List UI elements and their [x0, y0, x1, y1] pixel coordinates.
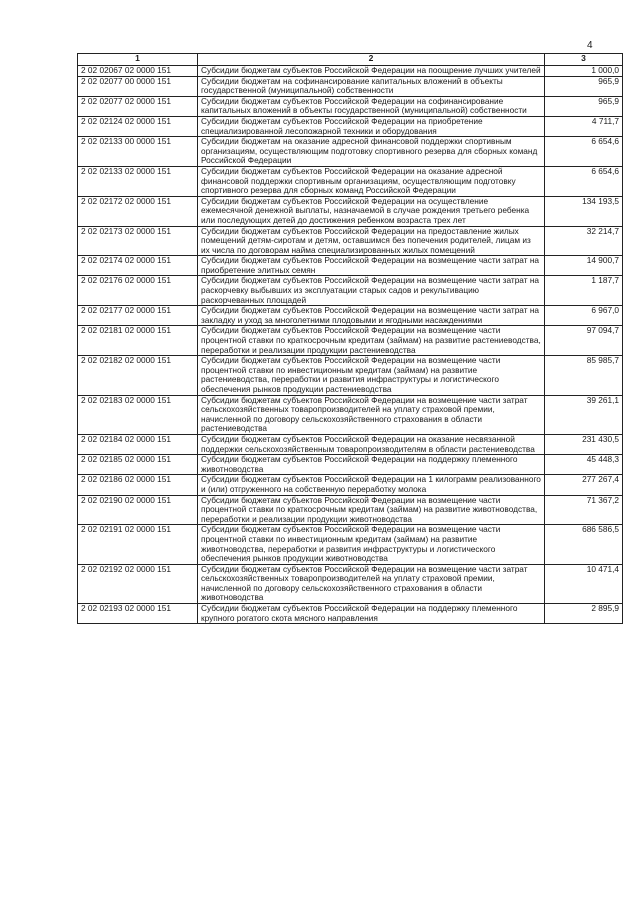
row-amount: 277 267,4	[545, 475, 623, 495]
row-description: Субсидии бюджетам субъектов Российской Федерации на возмещение части затрат на раскорчевку выбывших из эксплуатации старых садов и рекультивацию раскорчеванных площадей	[198, 276, 545, 306]
table-row	[78, 137, 623, 167]
row-amount: 6 654,6	[545, 166, 623, 196]
row-description: Субсидии бюджетам субъектов Российской Федерации на осуществление ежемесячной денежной выплаты, назначаемой в случае рождения третьего ребенка или последующих детей до достижения ребенком возраста трех лет	[198, 196, 545, 226]
row-amount: 10 471,4	[545, 564, 623, 603]
row-description: Субсидии бюджетам субъектов Российской Федерации на возмещение части затрат сельскохозяйственных товаропроизводителей на уплату страховой премии, начисленной по договору сельскохозяйственного страхования в области растениеводства	[198, 395, 545, 434]
table-row	[78, 166, 623, 196]
row-code: 2 02 02184 02 0000 151	[78, 434, 198, 454]
table-row	[78, 564, 623, 603]
table-row	[78, 226, 623, 256]
row-code: 2 02 02186 02 0000 151	[78, 475, 198, 495]
table-row	[78, 66, 623, 77]
row-amount: 32 214,7	[545, 226, 623, 256]
row-amount: 14 900,7	[545, 256, 623, 276]
row-code: 2 02 02193 02 0000 151	[78, 604, 198, 624]
row-amount: 134 193,5	[545, 196, 623, 226]
budget-revenue-table	[77, 53, 623, 624]
table-row	[78, 495, 623, 525]
table-row	[78, 116, 623, 136]
row-description: Субсидии бюджетам субъектов Российской Федерации на возмещение части затрат сельскохозяйственных товаропроизводителей на уплату страховой премии, начисленной по договору сельскохозяйственного страхования в области животноводства	[198, 564, 545, 603]
row-description: Субсидии бюджетам субъектов Российской Федерации на возмещение части процентной ставки по инвестиционным кредитам (займам) на развитие растениеводства, переработки и развития инфраструктуры и логистического обеспечения рынков продукции растениеводства	[198, 356, 545, 395]
row-amount: 2 895,9	[545, 604, 623, 624]
column-header-description: 2	[198, 54, 545, 66]
row-amount: 231 430,5	[545, 434, 623, 454]
table-row	[78, 256, 623, 276]
row-amount: 965,9	[545, 76, 623, 96]
row-amount: 686 586,5	[545, 525, 623, 564]
row-code: 2 02 02177 02 0000 151	[78, 306, 198, 326]
row-description: Субсидии бюджетам на софинансирование капитальных вложений в объекты государственной (муниципальной) собственности	[198, 76, 545, 96]
table-row	[78, 76, 623, 96]
table-row	[78, 434, 623, 454]
column-header-amount: 3	[545, 54, 623, 66]
table-row	[78, 395, 623, 434]
row-code: 2 02 02181 02 0000 151	[78, 326, 198, 356]
row-description: Субсидии бюджетам субъектов Российской Федерации на предоставление жилых помещений детям-сиротам и детям, оставшимся без попечения родителей, лицам из их числа по договорам найма специализированных жилых помещений	[198, 226, 545, 256]
row-code: 2 02 02182 02 0000 151	[78, 356, 198, 395]
row-code: 2 02 02176 02 0000 151	[78, 276, 198, 306]
row-code: 2 02 02124 02 0000 151	[78, 116, 198, 136]
row-amount: 965,9	[545, 96, 623, 116]
row-code: 2 02 02077 02 0000 151	[78, 96, 198, 116]
table-row	[78, 326, 623, 356]
row-description: Субсидии бюджетам субъектов Российской Федерации на возмещение части затрат на закладку и уход за многолетними плодовыми и ягодными насаждениями	[198, 306, 545, 326]
row-code: 2 02 02133 02 0000 151	[78, 166, 198, 196]
table-row	[78, 525, 623, 564]
row-description: Субсидии бюджетам субъектов Российской Федерации на поощрение лучших учителей	[198, 66, 545, 77]
row-code: 2 02 02185 02 0000 151	[78, 455, 198, 475]
table-row	[78, 356, 623, 395]
row-code: 2 02 02133 00 0000 151	[78, 137, 198, 167]
row-amount: 97 094,7	[545, 326, 623, 356]
table-row	[78, 96, 623, 116]
table-header-row	[78, 54, 623, 66]
row-amount: 4 711,7	[545, 116, 623, 136]
row-code: 2 02 02190 02 0000 151	[78, 495, 198, 525]
row-amount: 45 448,3	[545, 455, 623, 475]
row-amount: 6 967,0	[545, 306, 623, 326]
table-row	[78, 604, 623, 624]
row-description: Субсидии бюджетам субъектов Российской Федерации на оказание адресной финансовой поддержки спортивным организациям, осуществляющим подготовку спортивного резерва для сборных команд Российской Федерации	[198, 166, 545, 196]
row-code: 2 02 02183 02 0000 151	[78, 395, 198, 434]
row-amount: 6 654,6	[545, 137, 623, 167]
row-amount: 1 187,7	[545, 276, 623, 306]
row-amount: 1 000,0	[545, 66, 623, 77]
row-description: Субсидии бюджетам субъектов Российской Федерации на возмещение части затрат на приобретение элитных семян	[198, 256, 545, 276]
row-description: Субсидии бюджетам субъектов Российской Федерации на поддержку племенного животноводства	[198, 455, 545, 475]
row-amount: 39 261,1	[545, 395, 623, 434]
row-code: 2 02 02077 00 0000 151	[78, 76, 198, 96]
row-description: Субсидии бюджетам субъектов Российской Федерации на 1 килограмм реализованного и (или) отгруженного на собственную переработку молока	[198, 475, 545, 495]
row-code: 2 02 02191 02 0000 151	[78, 525, 198, 564]
row-amount: 71 367,2	[545, 495, 623, 525]
row-description: Субсидии бюджетам субъектов Российской Федерации на возмещение части процентной ставки по инвестиционным кредитам (займам) на развитие животноводства, переработки и развития инфраструктуры и логистического обеспечения рынков продукции животноводства	[198, 525, 545, 564]
row-description: Субсидии бюджетам субъектов Российской Федерации на приобретение специализированной лесопожарной техники и оборудования	[198, 116, 545, 136]
row-description: Субсидии бюджетам субъектов Российской Федерации на оказание несвязанной поддержки сельскохозяйственным товаропроизводителям в области растениеводства	[198, 434, 545, 454]
row-description: Субсидии бюджетам субъектов Российской Федерации на софинансирование капитальных вложений в объекты государственной (муниципальной) собственности	[198, 96, 545, 116]
table-row	[78, 196, 623, 226]
page-number: 4	[587, 40, 593, 51]
table-row	[78, 455, 623, 475]
table-row	[78, 276, 623, 306]
row-code: 2 02 02172 02 0000 151	[78, 196, 198, 226]
row-description: Субсидии бюджетам субъектов Российской Федерации на возмещение части процентной ставки по краткосрочным кредитам (займам) на развитие растениеводства, переработки и реализации продукции растениеводства	[198, 326, 545, 356]
row-description: Субсидии бюджетам на оказание адресной финансовой поддержки спортивным организациям, осуществляющим подготовку спортивного резерва для сборных команд Российской Федерации	[198, 137, 545, 167]
row-amount: 85 985,7	[545, 356, 623, 395]
row-code: 2 02 02173 02 0000 151	[78, 226, 198, 256]
row-code: 2 02 02067 02 0000 151	[78, 66, 198, 77]
table-row	[78, 475, 623, 495]
row-description: Субсидии бюджетам субъектов Российской Федерации на поддержку племенного крупного рогатого скота мясного направления	[198, 604, 545, 624]
column-header-code: 1	[78, 54, 198, 66]
row-description: Субсидии бюджетам субъектов Российской Федерации на возмещение части процентной ставки по краткосрочным кредитам (займам) на развитие животноводства, переработки и реализации продукции животноводства	[198, 495, 545, 525]
row-code: 2 02 02174 02 0000 151	[78, 256, 198, 276]
table-row	[78, 306, 623, 326]
row-code: 2 02 02192 02 0000 151	[78, 564, 198, 603]
